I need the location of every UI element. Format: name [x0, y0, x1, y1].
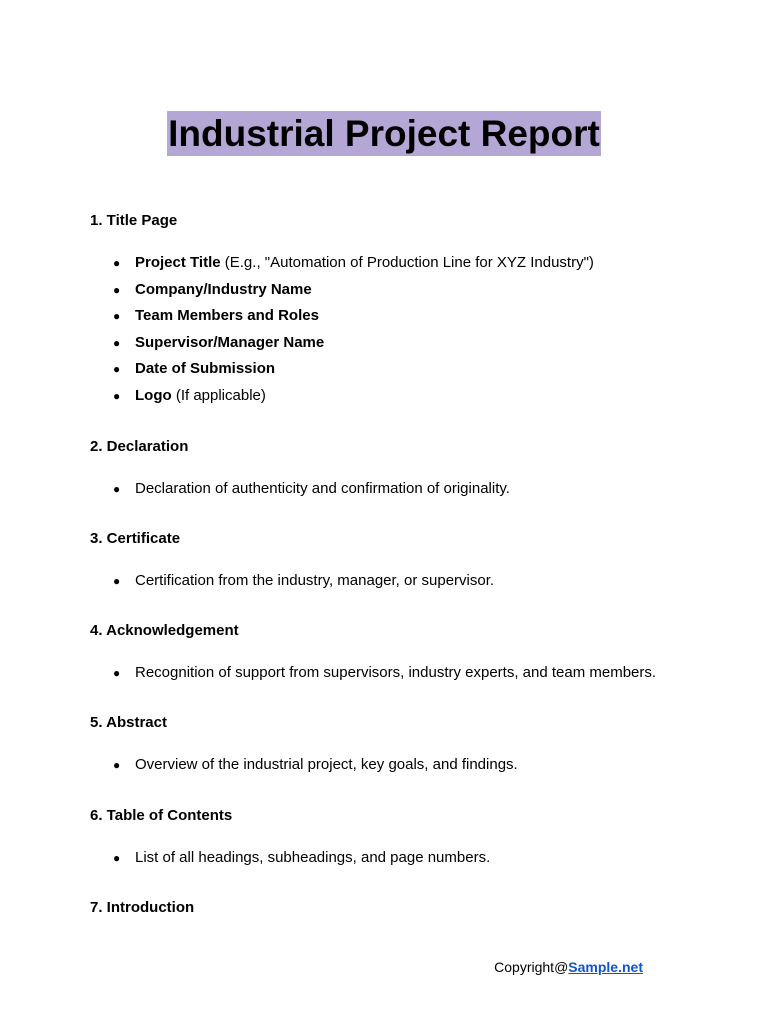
item-text: Overview of the industrial project, key goals, and findings. [135, 756, 518, 773]
bullet-list [113, 845, 713, 872]
section-introduction [90, 898, 710, 918]
section-declaration [90, 437, 710, 497]
section-certificate [90, 529, 710, 589]
title-container [0, 111, 768, 156]
item-text: (E.g., "Automation of Production Line for XYZ Industry") [220, 254, 594, 271]
list-item [113, 250, 713, 277]
item-text: Recognition of support from supervisors, industry experts, and team members. [135, 664, 657, 681]
section-heading: 6. Table of Contents [90, 807, 233, 824]
bullet-icon: ● [113, 256, 121, 270]
bullet-list [113, 250, 713, 410]
bullet-icon: ● [113, 758, 121, 772]
section-heading: 3. Certificate [90, 530, 181, 547]
bullet-icon: ● [113, 482, 121, 496]
section-heading: 2. Declaration [90, 438, 189, 455]
bullet-list [113, 568, 713, 595]
list-item [113, 330, 713, 357]
bullet-list [113, 752, 713, 779]
list-item [113, 356, 713, 383]
list-item [113, 383, 713, 410]
list-item [113, 476, 713, 503]
item-text: Declaration of authenticity and confirmation of originality. [135, 480, 510, 497]
item-bold: Date of Submission [135, 360, 276, 378]
item-bold: Company/Industry Name [135, 280, 312, 298]
page-title: Industrial Project Report [168, 113, 600, 154]
bullet-icon: ● [113, 362, 121, 377]
bullet-list [113, 476, 713, 503]
list-item [113, 845, 713, 872]
bullet-icon: ● [113, 282, 121, 297]
list-item [113, 568, 713, 595]
copyright-footer [0, 957, 643, 977]
list-item [113, 303, 713, 330]
section-acknowledgement [90, 621, 710, 681]
section-heading: 7. Introduction [90, 899, 195, 916]
list-item [113, 752, 713, 779]
list-item [113, 277, 713, 304]
copyright-prefix: Copyright@ [494, 959, 569, 975]
bullet-icon: ● [113, 666, 121, 680]
bullet-icon: ● [113, 335, 121, 350]
section-table-of-contents [90, 806, 710, 866]
item-bold: Project Title [135, 254, 221, 271]
bullet-icon: ● [113, 388, 121, 403]
bullet-list [113, 660, 713, 687]
item-bold: Logo [135, 386, 172, 404]
section-abstract [90, 713, 710, 773]
section-heading: 4. Acknowledgement [90, 622, 239, 639]
list-item [113, 660, 713, 687]
item-text: Certification from the industry, manager, or supervisor. [135, 572, 495, 589]
bullet-icon: ● [113, 851, 121, 865]
sample-net-link[interactable]: Sample.net [568, 959, 643, 975]
item-text: List of all headings, subheadings, and page numbers. [135, 849, 491, 866]
section-heading: 1. Title Page [90, 212, 178, 229]
item-bold: Team Members and Roles [135, 307, 319, 325]
bullet-icon: ● [113, 309, 121, 324]
section-title-page [90, 211, 710, 404]
item-bold: Supervisor/Manager Name [135, 333, 325, 351]
section-heading: 5. Abstract [90, 714, 167, 731]
item-text: (If applicable) [171, 386, 266, 404]
bullet-icon: ● [113, 574, 121, 588]
